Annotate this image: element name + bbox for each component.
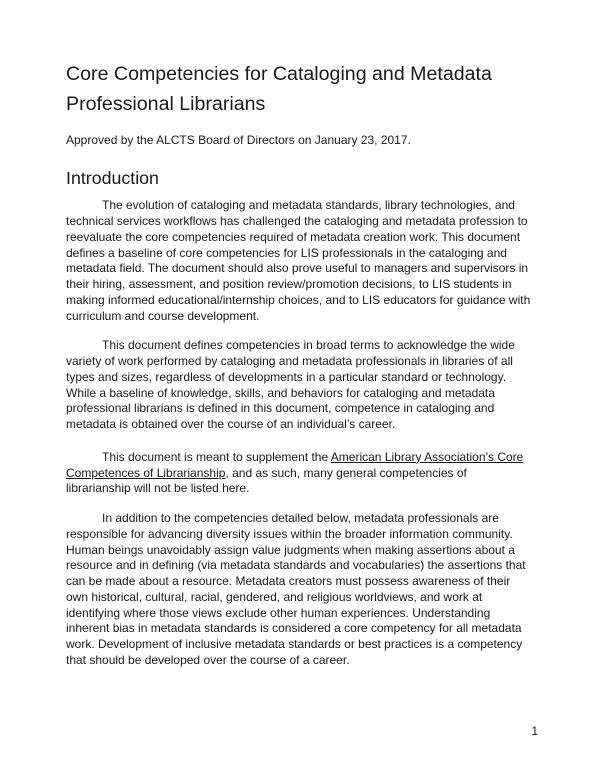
intro-paragraph-4: In addition to the competencies detailed below, metadata professionals are responsible for advancing diversity issues within the broader information community. Human beings unavoidably assign value judgments when making assertions about a resource and in defining (via metadata standards and vocabularies) the assertions that can be made about a resource. Metadata creators must possess awareness of their own historical, cultural, racial, gendered, and religious worldviews, and work at identifying where those views exclude other human experiences. Understanding inherent bias in metadata standards is considered a core competency for all metadata work. Development of inclusive metadata standards or best practices is a competency that should be developed over the course of a career. — [66, 511, 526, 667]
ala-core-competences-link[interactable]: American Library Association’s Core Competences of Librarianship — [66, 449, 524, 480]
approval-line: Approved by the ALCTS Board of Directors on January 23, 2017. — [66, 133, 411, 147]
page-number: 1 — [531, 723, 538, 738]
paragraph-text-after-link: , and as such, many general competencies of librarianship will not be listed here. — [66, 465, 467, 496]
intro-paragraph-3 — [66, 450, 532, 497]
document-title: Core Competencies for Cataloging and Metadata Professional Librarians — [66, 63, 492, 115]
intro-paragraph-2: This document defines competencies in broad terms to acknowledge the wide variety of work performed by cataloging and metadata professionals in libraries of all types and sizes, regardless of developments in a particular standard or technology. While a baseline of knowledge, skills, and behaviors for cataloging and metadata professional librarians is defined in this document, competence in cataloging and metadata is obtained over the course of an individual’s career. — [66, 338, 515, 431]
intro-paragraph-1: The evolution of cataloging and metadata standards, library technologies, and technical services workflows has challenged the cataloging and metadata profession to reevaluate the core competencies required of metadata creation work. This document defines a baseline of core competencies for LIS professionals in the cataloging and metadata field. The document should also prove useful to managers and supervisors in their hiring, assessment, and position review/promotion decisions, to LIS students in making informed educational/internship choices, and to LIS educators for guidance with curriculum and course development. — [66, 198, 531, 323]
section-heading-introduction: Introduction — [66, 168, 159, 189]
paragraph-text-before-link: This document is meant to supplement the — [102, 449, 331, 464]
